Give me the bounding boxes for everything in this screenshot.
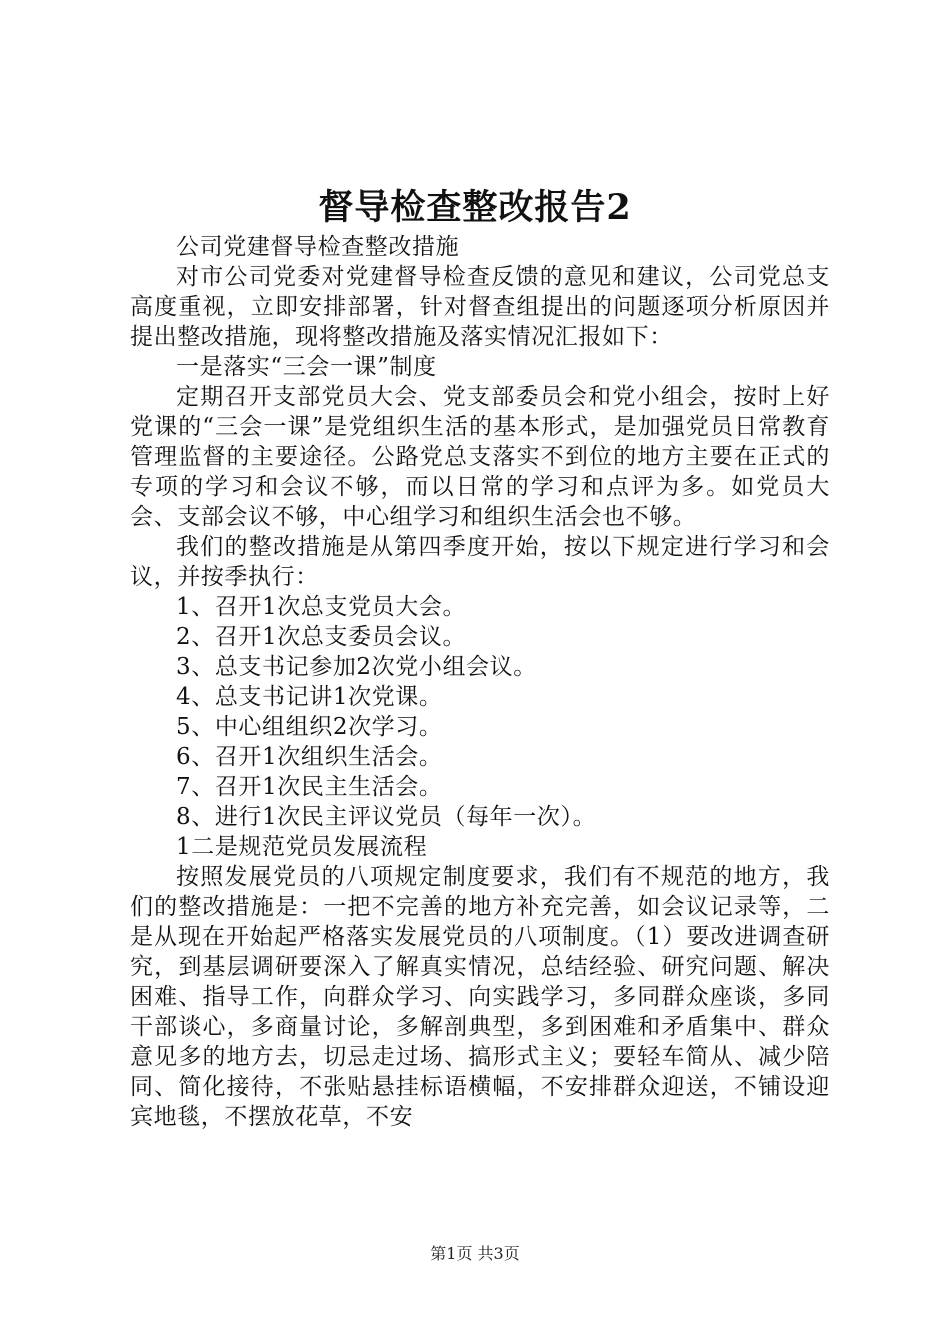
list-item: 2、召开1次总支委员会议。 [176, 624, 467, 650]
list-item: 3、总支书记参加2次党小组会议。 [176, 654, 537, 680]
document-body [130, 232, 830, 1132]
list-item: 5、中心组组织2次学习。 [176, 714, 443, 740]
paragraph-subtitle: 公司党建督导检查整改措施 [176, 234, 460, 260]
section-heading-2: 1二是规范党员发展流程 [176, 834, 428, 860]
list-item: 1、召开1次总支党员大会。 [176, 594, 467, 620]
list-item: 7、召开1次民主生活会。 [176, 774, 443, 800]
paragraph-measures: 我们的整改措施是从第四季度开始，按以下规定进行学习和会议，并按季执行： [130, 534, 830, 590]
document-title: 督导检查整改报告2 [318, 187, 632, 228]
page-footer: 第1页 共3页 [430, 1244, 520, 1263]
paragraph-intro: 对市公司党委对党建督导检查反馈的意见和建议，公司党总支高度重视，立即安排部署，针对督查组提出的问题逐项分析原因并提出整改措施，现将整改措施及落实情况汇报如下： [130, 264, 830, 350]
paragraph-section-1: 定期召开支部党员大会、党支部委员会和党小组会，按时上好党课的“三会一课”是党组织生活的基本形式，是加强党员日常教育管理监督的主要途径。公路党总支落实不到位的地方主要在正式的专项的学习和会议不够，而以日常的学习和点评为多。如党员大会、支部会议不够，中心组学习和组织生活会也不够。 [130, 384, 830, 530]
list-item: 6、召开1次组织生活会。 [176, 744, 443, 770]
section-heading-1: 一是落实“三会一课”制度 [176, 354, 437, 380]
list-item: 8、进行1次民主评议党员（每年一次）。 [176, 804, 597, 830]
paragraph-section-2: 按照发展党员的八项规定制度要求，我们有不规范的地方，我们的整改措施是：一把不完善的地方补充完善，如会议记录等，二是从现在开始起严格落实发展党员的八项制度。（1）要改进调查研究，到基层调研要深入了解真实情况，总结经验、研究问题、解决困难、指导工作，向群众学习、向实践学习，多同群众座谈，多同干部谈心，多商量讨论，多解剖典型，多到困难和矛盾集中、群众意见多的地方去，切忌走过场、搞形式主义；要轻车简从、减少陪同、简化接待，不张贴悬挂标语横幅，不安排群众迎送，不铺设迎宾地毯，不摆放花草，不安 [130, 864, 830, 1130]
list-item: 4、总支书记讲1次党课。 [176, 684, 443, 710]
